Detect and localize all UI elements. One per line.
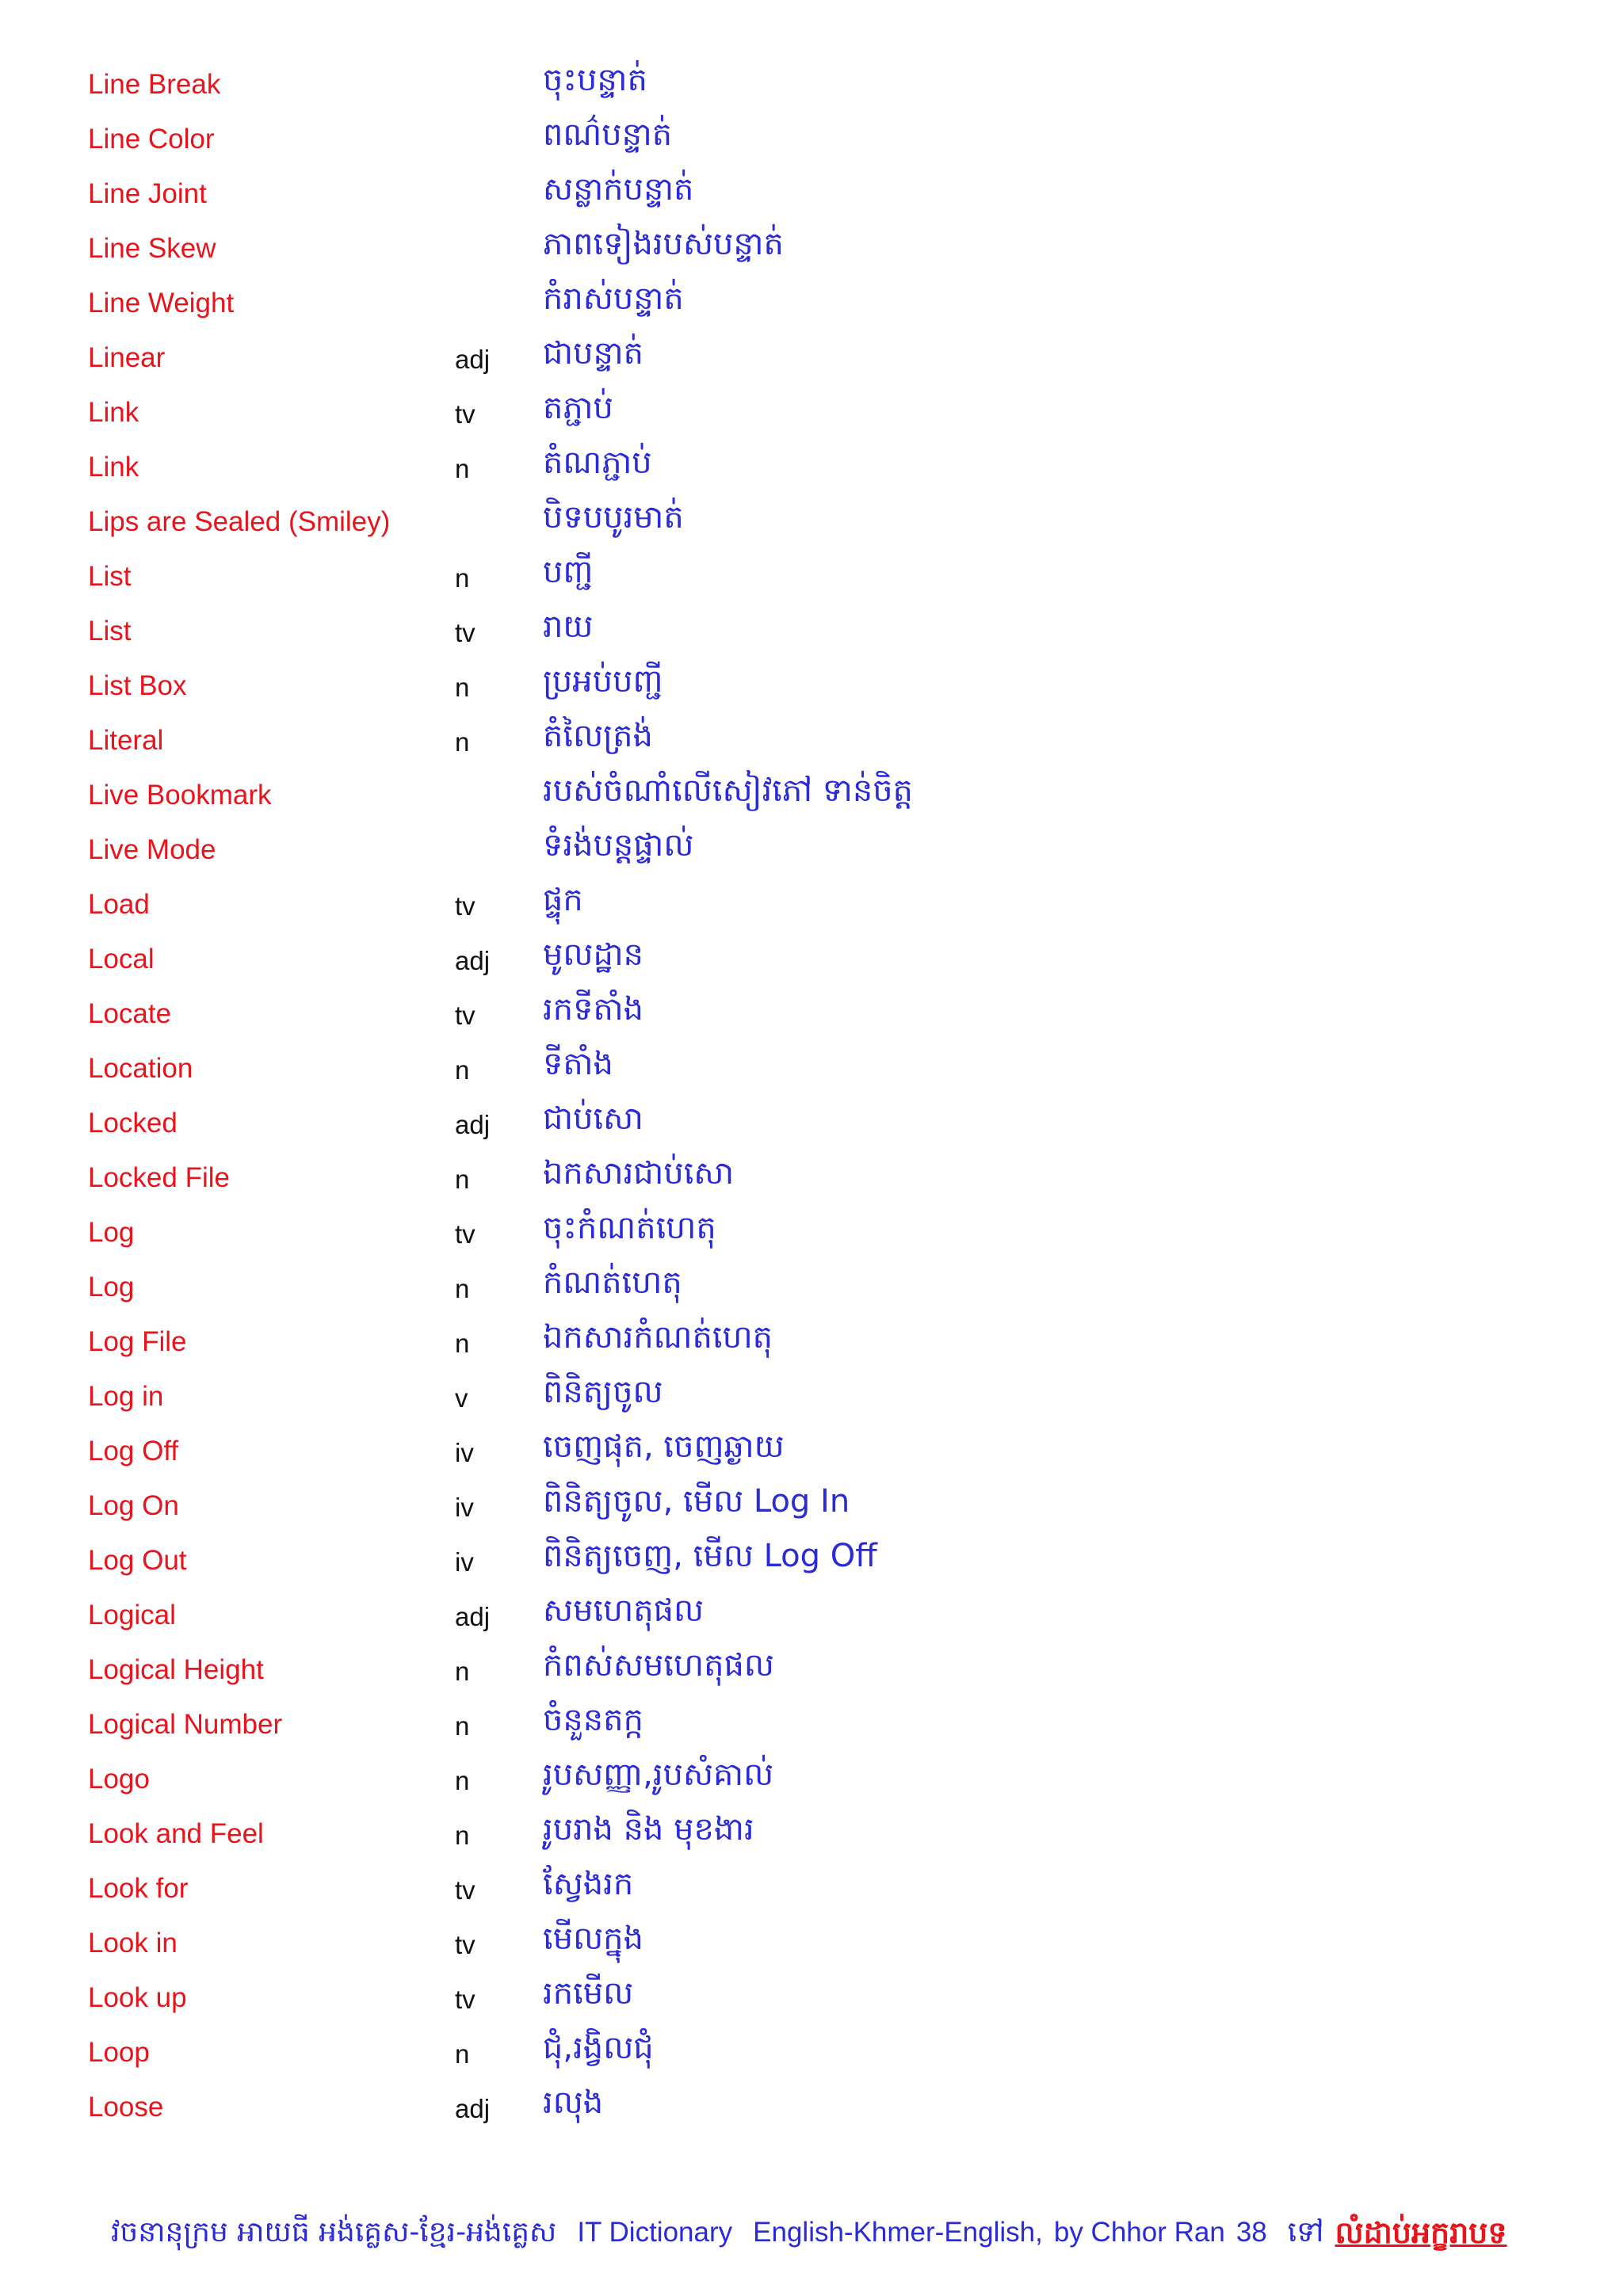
footer-author: by Chhor Ran: [1053, 2216, 1225, 2248]
entry-khmer-translation: មើលក្នុង: [543, 1920, 643, 1957]
dictionary-entry: [0, 549, 1623, 604]
entry-khmer-translation: ពិនិត្យចូល, មើល Log In: [543, 1483, 850, 1520]
entry-khmer-translation: កំរាស់បន្ទាត់: [543, 280, 684, 317]
entry-part-of-speech: n: [455, 2039, 470, 2069]
entry-khmer-translation: ជាបន្ទាត់: [543, 335, 643, 372]
entry-part-of-speech: n: [455, 727, 470, 757]
footer-goto-label: ទៅ: [1287, 2215, 1324, 2248]
entry-term: Live Mode: [88, 834, 216, 865]
entry-term: Live Bookmark: [88, 780, 272, 810]
entry-term: Line Break: [88, 69, 221, 100]
dictionary-entry: [0, 986, 1623, 1041]
entry-term: Logical: [88, 1600, 176, 1630]
dictionary-entry: [0, 1369, 1623, 1424]
dictionary-entry: [0, 166, 1623, 221]
entry-term: Look up: [88, 1982, 187, 2013]
entry-khmer-translation: បញ្ជី: [543, 554, 594, 590]
entry-term: Logo: [88, 1764, 150, 1794]
entry-term: Locked File: [88, 1162, 230, 1193]
dictionary-entry: [0, 658, 1623, 713]
entry-term: Loop: [88, 2037, 150, 2068]
entry-term: Log: [88, 1272, 135, 1302]
entry-part-of-speech: tv: [455, 618, 475, 647]
entry-part-of-speech: iv: [455, 1438, 474, 1467]
dictionary-entry: [0, 1806, 1623, 1861]
dictionary-entry: [0, 822, 1623, 877]
dictionary-entry: [0, 1260, 1623, 1314]
entry-part-of-speech: n: [455, 1165, 470, 1194]
entry-khmer-translation: ពិនិត្យចេញ, មើល Log Off: [543, 1538, 877, 1574]
entry-term: Link: [88, 452, 139, 482]
alphabetical-index-link[interactable]: លំដាប់អក្ខរាបទ: [1335, 2214, 1507, 2250]
entry-khmer-translation: តំណភ្ជាប់: [543, 444, 652, 481]
dictionary-entry: [0, 1205, 1623, 1260]
entry-part-of-speech: tv: [455, 1219, 475, 1249]
entry-term: Locate: [88, 998, 172, 1029]
entry-part-of-speech: iv: [455, 1493, 474, 1522]
entry-khmer-translation: ពិនិត្យចូល: [543, 1374, 663, 1410]
entry-khmer-translation: ទីតាំង: [543, 1046, 613, 1082]
dictionary-entry: [0, 1424, 1623, 1478]
entry-part-of-speech: adj: [455, 2094, 491, 2123]
entry-part-of-speech: adj: [455, 345, 491, 374]
entry-khmer-translation: ឯកសារកំណត់ហេតុ: [543, 1319, 773, 1356]
entry-term: Line Weight: [88, 288, 235, 318]
entry-khmer-translation: កំពស់សមហេតុផល: [543, 1647, 774, 1684]
dictionary-entry: [0, 1478, 1623, 1533]
entry-khmer-translation: ពណ៌បន្ទាត់: [543, 116, 673, 153]
dictionary-entry: [0, 2080, 1623, 2134]
entry-term: List Box: [88, 670, 187, 701]
entry-term: Line Skew: [88, 233, 216, 264]
dictionary-entry: [0, 2025, 1623, 2080]
entry-term: Loose: [88, 2092, 164, 2122]
entry-part-of-speech: v: [455, 1383, 468, 1413]
entry-khmer-translation: ផ្ទុក: [543, 882, 583, 918]
entry-khmer-translation: ចេញផុត, ចេញឆ្ងាយ: [543, 1428, 785, 1465]
dictionary-entry: [0, 1588, 1623, 1642]
dictionary-entry: [0, 1041, 1623, 1096]
entry-part-of-speech: n: [455, 1711, 470, 1741]
entry-part-of-speech: n: [455, 454, 470, 483]
dictionary-entry: [0, 1150, 1623, 1205]
entry-part-of-speech: n: [455, 673, 470, 702]
entry-khmer-translation: រាយ: [543, 608, 594, 645]
entry-part-of-speech: n: [455, 1821, 470, 1850]
entry-khmer-translation: ចុះកំណត់ហេតុ: [543, 1210, 716, 1246]
entry-part-of-speech: iv: [455, 1547, 474, 1577]
entry-term: Line Joint: [88, 178, 207, 209]
entry-khmer-translation: ប្រអប់បញ្ជី: [543, 663, 663, 700]
entry-term: Log: [88, 1217, 135, 1248]
dictionary-entry: [0, 713, 1623, 768]
entry-term: Link: [88, 397, 139, 428]
dictionary-entry: [0, 604, 1623, 658]
entry-khmer-translation: ឯកសារជាប់សោ: [543, 1155, 735, 1192]
footer-english-title: IT Dictionary: [577, 2216, 733, 2248]
entry-part-of-speech: n: [455, 1329, 470, 1358]
dictionary-entry: [0, 112, 1623, 166]
entry-term: List: [88, 616, 132, 646]
entry-part-of-speech: adj: [455, 1602, 491, 1631]
entry-khmer-translation: ជាប់សោ: [543, 1100, 643, 1137]
entry-part-of-speech: tv: [455, 1875, 475, 1905]
entry-khmer-translation: ស្វែងរក: [543, 1866, 634, 1902]
dictionary-entry: [0, 57, 1623, 112]
entry-part-of-speech: tv: [455, 1001, 475, 1030]
dictionary-entry: [0, 221, 1623, 276]
entry-part-of-speech: n: [455, 1657, 470, 1686]
entry-term: Logical Number: [88, 1709, 283, 1740]
entry-term: Log in: [88, 1381, 164, 1412]
entry-khmer-translation: ចំនួនតក្ក: [543, 1702, 643, 1738]
entry-part-of-speech: tv: [455, 1930, 475, 1959]
dictionary-entry: [0, 1970, 1623, 2025]
entry-term: Linear: [88, 342, 166, 373]
entry-khmer-translation: របស់ចំណាំលើសៀវភៅ ទាន់ចិត្ត: [543, 772, 914, 809]
entry-khmer-translation: សមហេតុផល: [543, 1592, 705, 1629]
entry-term: Log Off: [88, 1436, 179, 1466]
entry-khmer-translation: ជុំ,រង្វិលជុំ: [543, 2030, 654, 2066]
entry-khmer-translation: ចុះបន្ទាត់: [543, 62, 647, 98]
entry-khmer-translation: បិទបបូរមាត់: [543, 499, 684, 536]
entry-khmer-translation: កំណត់ហេតុ: [543, 1264, 682, 1301]
entry-part-of-speech: tv: [455, 399, 475, 429]
entry-part-of-speech: n: [455, 1766, 470, 1795]
dictionary-entry: [0, 877, 1623, 932]
entry-part-of-speech: n: [455, 1055, 470, 1085]
entry-term: Literal: [88, 725, 164, 756]
entry-term: Lips are Sealed (Smiley): [88, 506, 391, 537]
entry-list: [0, 57, 1623, 2134]
dictionary-entry: [0, 1752, 1623, 1806]
entry-term: List: [88, 561, 132, 592]
entry-term: Location: [88, 1053, 193, 1084]
dictionary-entry: [0, 276, 1623, 330]
entry-term: Look for: [88, 1873, 189, 1904]
entry-part-of-speech: n: [455, 563, 470, 593]
entry-part-of-speech: tv: [455, 1985, 475, 2014]
entry-khmer-translation: សន្លាក់បន្ទាត់: [543, 171, 694, 208]
dictionary-entry: [0, 768, 1623, 822]
entry-term: Load: [88, 889, 150, 920]
entry-term: Logical Height: [88, 1654, 264, 1685]
dictionary-entry: [0, 932, 1623, 986]
entry-khmer-translation: តភ្ជាប់: [543, 390, 613, 426]
entry-part-of-speech: adj: [455, 946, 491, 975]
entry-part-of-speech: n: [455, 1274, 470, 1303]
entry-term: Log Out: [88, 1545, 187, 1576]
entry-khmer-translation: រលុង: [543, 2084, 604, 2121]
dictionary-entry: [0, 1642, 1623, 1697]
entry-khmer-translation: ទំរង់បន្តផ្ទាល់: [543, 827, 694, 864]
entry-khmer-translation: រកទីតាំង: [543, 991, 643, 1028]
dictionary-entry: [0, 330, 1623, 385]
entry-term: Log On: [88, 1490, 179, 1521]
dictionary-entry: [0, 1533, 1623, 1588]
dictionary-entry: [0, 1096, 1623, 1150]
entry-term: Look and Feel: [88, 1818, 264, 1849]
dictionary-entry: [0, 385, 1623, 440]
entry-term: Locked: [88, 1108, 178, 1138]
dictionary-entry: [0, 1697, 1623, 1752]
dictionary-entry: [0, 440, 1623, 494]
entry-term: Local: [88, 944, 155, 974]
entry-khmer-translation: រូបរាង និង មុខងារ: [543, 1811, 754, 1848]
entry-khmer-translation: រូបសញ្ញា,រូបសំគាល់: [543, 1756, 774, 1793]
entry-khmer-translation: មូលដ្ឋាន: [543, 936, 643, 973]
entry-khmer-translation: រកមើល: [543, 1975, 634, 2012]
entry-khmer-translation: ភាពទៀងរបស់បន្ទាត់: [543, 226, 784, 262]
entry-part-of-speech: tv: [455, 891, 475, 921]
footer-khmer-title: វចនានុក្រម អាយធី អង់គ្លេស-ខ្មែរ-អង់គ្លេស: [111, 2215, 557, 2248]
dictionary-entry: [0, 1916, 1623, 1970]
entry-khmer-translation: តំលៃត្រង់: [543, 718, 653, 754]
dictionary-entry: [0, 1314, 1623, 1369]
dictionary-entry: [0, 494, 1623, 549]
entry-part-of-speech: adj: [455, 1110, 491, 1139]
dictionary-entry: [0, 1861, 1623, 1916]
entry-term: Line Color: [88, 124, 215, 154]
footer-subtitle: English-Khmer-English,: [753, 2216, 1043, 2248]
page-footer: [111, 2207, 1585, 2255]
entry-term: Look in: [88, 1928, 178, 1958]
entry-term: Log File: [88, 1326, 187, 1357]
footer-page-number: 38: [1235, 2216, 1267, 2248]
